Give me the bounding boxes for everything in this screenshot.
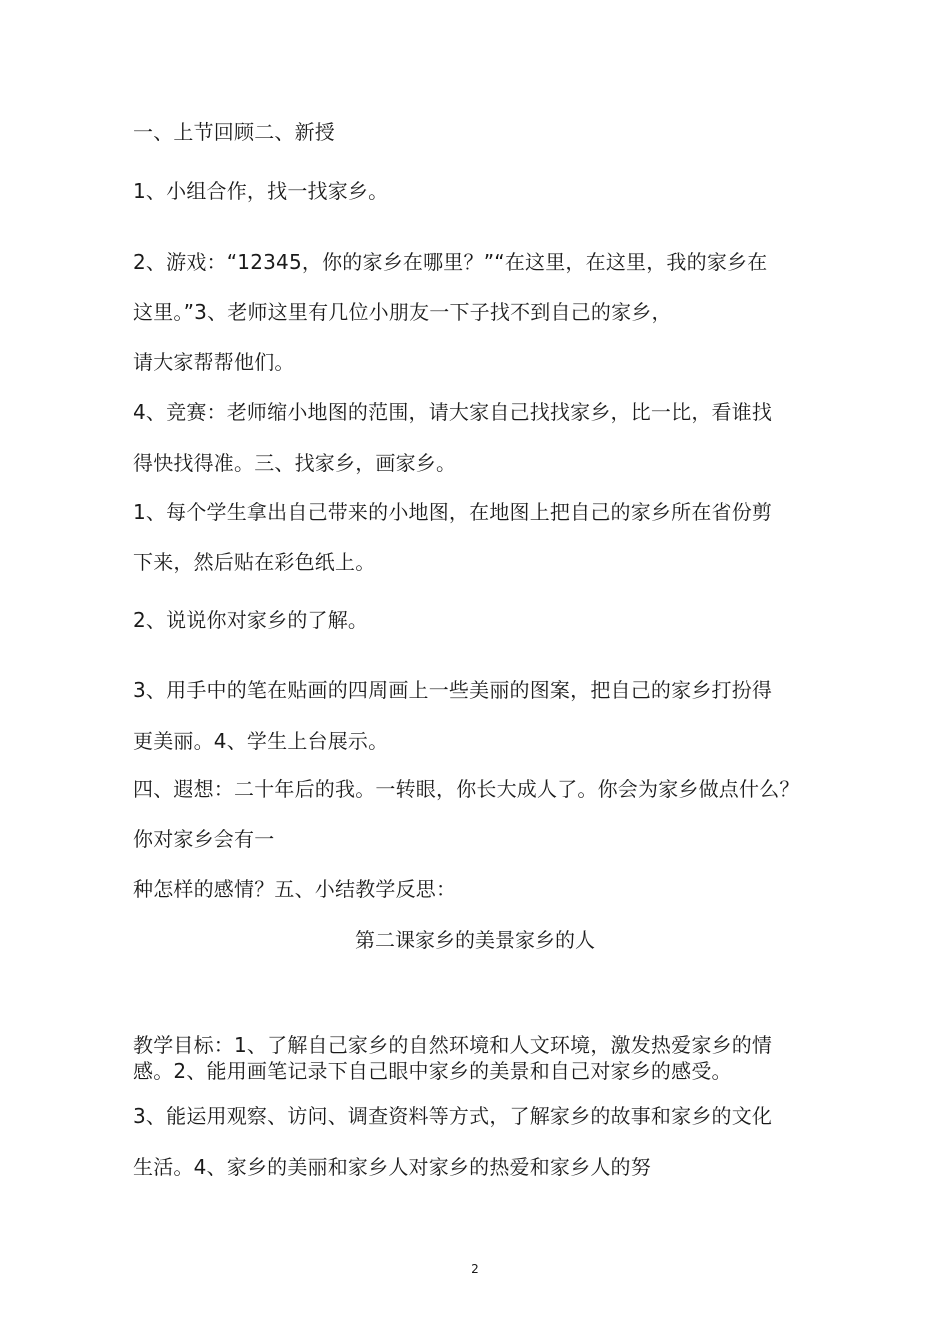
text-line: 4、竞赛：老师缩小地图的范围，请大家自己找找家乡，比一比，看谁找: [133, 400, 773, 424]
text-line: 2、游戏：“12345，你的家乡在哪里？”“在这里，在这里，我的家乡在: [133, 250, 768, 274]
text-line: 种怎样的感情？五、小结教学反思：: [133, 877, 457, 901]
objective-line: 3、能运用观察、访问、调查资料等方式，了解家乡的故事和家乡的文化: [133, 1104, 773, 1128]
text-line: 更美丽。4、学生上台展示。: [133, 729, 389, 753]
text-line: 请大家帮帮他们。: [133, 350, 295, 374]
text-line: 3、用手中的笔在贴画的四周画上一些美丽的图案，把自己的家乡打扮得: [133, 678, 773, 702]
text-line: 得快找得准。三、找家乡，画家乡。: [133, 451, 457, 475]
objective-line: 感。2、能用画笔记录下自己眼中家乡的美景和自己对家乡的感受。: [133, 1059, 732, 1083]
text-line: 2、说说你对家乡的了解。: [133, 608, 369, 632]
text-line: 这里。”3、老师这里有几位小朋友一下子找不到自己的家乡，: [133, 300, 672, 324]
text-line: 四、遐想：二十年后的我。一转眼，你长大成人了。你会为家乡做点什么？: [133, 777, 800, 801]
text-line: 1、每个学生拿出自己带来的小地图，在地图上把自己的家乡所在省份剪: [133, 500, 773, 524]
objective-line: 教学目标：1、了解自己家乡的自然环境和人文环境，激发热爱家乡的情: [133, 1033, 773, 1057]
text-line: 1、小组合作，找一找家乡。: [133, 179, 389, 203]
page-number: 2: [471, 1262, 479, 1276]
text-line: 下来，然后贴在彩色纸上。: [133, 550, 376, 574]
objective-line: 生活。4、家乡的美丽和家乡人对家乡的热爱和家乡人的努: [133, 1155, 651, 1179]
text-line: 你对家乡会有一: [133, 827, 275, 851]
lesson-title: 第二课家乡的美景家乡的人: [355, 928, 595, 952]
text-line: 一、上节回顾二、新授: [133, 120, 335, 144]
